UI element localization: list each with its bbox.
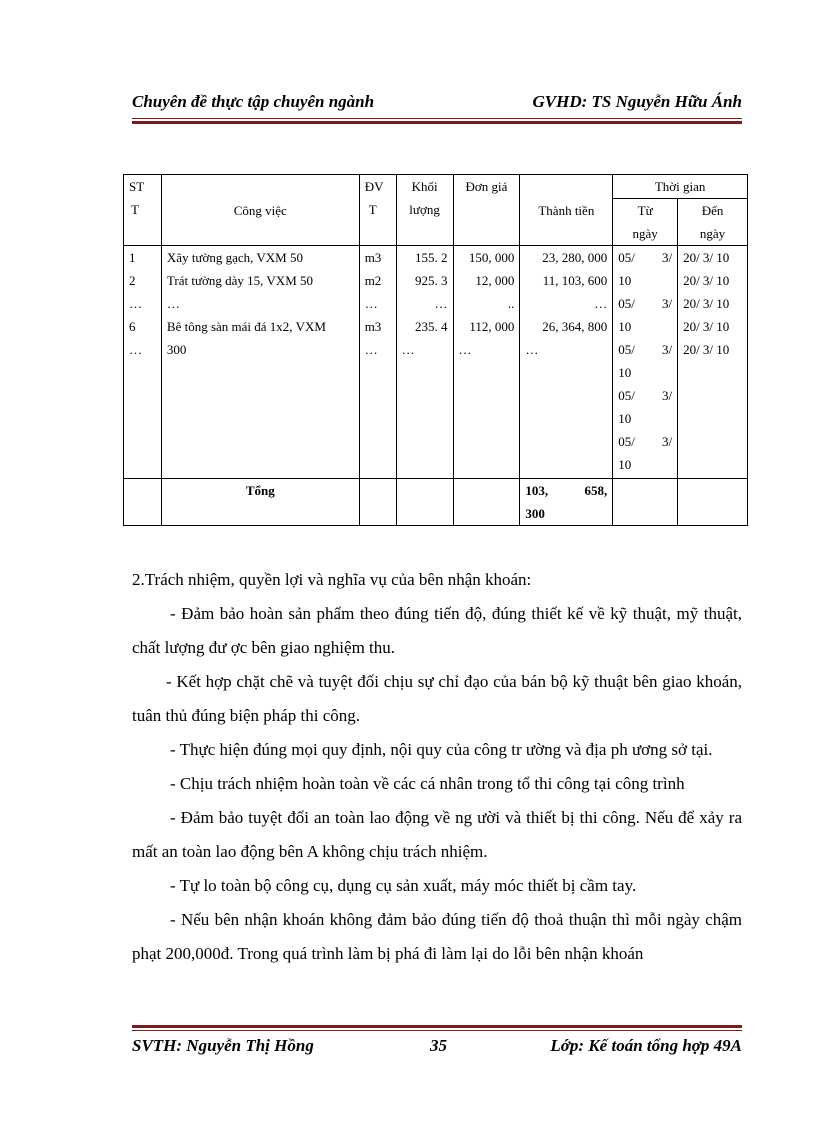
khoi-luong-item: … bbox=[434, 296, 448, 311]
thanh-tien-item: 11, 103, 600 bbox=[542, 273, 608, 288]
header-dvt-line1: ĐV bbox=[364, 179, 384, 194]
header-stt-line1: ST bbox=[129, 179, 145, 194]
header-khoi-line2: lượng bbox=[409, 202, 440, 217]
work-table bbox=[123, 174, 748, 526]
tu-ngay-item bbox=[618, 361, 672, 384]
dvt-item: m3 bbox=[364, 250, 382, 265]
total-value bbox=[520, 479, 613, 526]
khoi-luong-item: 925. 3 bbox=[415, 273, 448, 288]
cell-den-ngay bbox=[678, 246, 748, 479]
tu-ngay-part: 3/ bbox=[661, 434, 673, 449]
tu-ngay-part: 3/ bbox=[661, 342, 673, 357]
header-khoi-line1: Khối bbox=[411, 179, 438, 194]
stt-item: 1 bbox=[129, 250, 136, 265]
don-gia-item: 12, 000 bbox=[475, 273, 515, 288]
tu-ngay-part: 3/ bbox=[661, 388, 673, 403]
cell-thanh-tien bbox=[520, 246, 613, 479]
cell-don-gia bbox=[453, 246, 520, 479]
header-dvt-line2: T bbox=[368, 202, 377, 217]
total-cell-den bbox=[678, 479, 748, 526]
tu-ngay-item bbox=[618, 269, 672, 292]
total-value-line2: 300 bbox=[525, 506, 545, 521]
paragraph: - Thực hiện đúng mọi quy định, nội quy của công tr ường và địa ph ương sở tại. bbox=[170, 740, 713, 759]
paragraph: - Nếu bên nhận khoán không đảm bảo đúng tiến độ thoả thuận thì mỗi ngày chậm phạt 200,000đ. Trong quá trình làm bị phá đi làm lại do lỗi bên nhận khoán bbox=[132, 910, 742, 963]
total-cell-khoi bbox=[396, 479, 453, 526]
table-header-row-1 bbox=[124, 175, 748, 199]
total-part: 103, bbox=[525, 483, 549, 498]
page-footer bbox=[132, 1036, 742, 1060]
footer-class: Lớp: Kế toán tổng hợp 49A bbox=[550, 1036, 742, 1055]
page-header bbox=[132, 92, 742, 116]
tu-ngay-part: 10 bbox=[618, 365, 632, 380]
tu-ngay-part: 05/ bbox=[618, 296, 635, 311]
tu-ngay-part: 10 bbox=[618, 411, 632, 426]
paragraph: - Tự lo toàn bộ công cụ, dụng cụ sản xuất, máy móc thiết bị cầm tay. bbox=[170, 876, 637, 895]
total-cell-don-gia bbox=[453, 479, 520, 526]
tu-ngay-item bbox=[618, 384, 672, 407]
cong-viec-item: Trát tường dày 15, VXM 50 bbox=[166, 273, 314, 288]
header-rule-thick bbox=[132, 121, 742, 124]
cong-viec-item: … bbox=[166, 296, 180, 311]
thanh-tien-item: 26, 364, 800 bbox=[542, 319, 608, 334]
cong-viec-item: Xây tường gạch, VXM 50 bbox=[166, 250, 303, 265]
tu-ngay-item bbox=[618, 407, 672, 430]
header-den-line1: Đến bbox=[701, 203, 724, 218]
den-ngay-item: 20/ 3/ 10 bbox=[683, 342, 730, 357]
cell-khoi-luong bbox=[396, 246, 453, 479]
header-tu-line2: ngày bbox=[632, 226, 658, 241]
tu-ngay-part: 10 bbox=[618, 457, 632, 472]
dvt-item: m2 bbox=[364, 273, 382, 288]
den-ngay-item: 20/ 3/ 10 bbox=[683, 296, 730, 311]
footer-student: SVTH: Nguyễn Thị Hồng bbox=[132, 1036, 314, 1055]
don-gia-item: .. bbox=[507, 296, 515, 311]
header-don-gia: Đơn giá bbox=[453, 175, 520, 246]
header-supervisor: GVHD: TS Nguyễn Hữu Ánh bbox=[532, 92, 742, 111]
don-gia-item: 112, 000 bbox=[469, 319, 515, 334]
paragraph: - Kết hợp chặt chẽ và tuyệt đối chịu sự chỉ đạo của bán bộ kỹ thuật bên giao khoán, tuân thủ đúng biện pháp thi công. bbox=[132, 672, 742, 725]
dvt-item: … bbox=[364, 342, 378, 357]
header-stt bbox=[124, 175, 162, 246]
cong-viec-item: Bê tông sàn mái đá 1x2, VXM bbox=[166, 319, 326, 334]
tu-ngay-part: 05/ bbox=[618, 388, 635, 403]
header-den-line2: ngày bbox=[699, 226, 726, 241]
stt-item: 6 bbox=[129, 319, 136, 334]
header-thoi-gian: Thời gian bbox=[613, 175, 748, 199]
cell-cong-viec bbox=[161, 246, 359, 479]
cell-tu-ngay bbox=[613, 246, 678, 479]
thanh-tien-item: … bbox=[594, 296, 608, 311]
den-ngay-item: 20/ 3/ 10 bbox=[683, 319, 730, 334]
thanh-tien-item: 23, 280, 000 bbox=[542, 250, 608, 265]
thanh-tien-item: … bbox=[525, 342, 539, 357]
total-part: 658, bbox=[584, 483, 608, 498]
page-number: 35 bbox=[430, 1036, 447, 1055]
header-thanh-tien: Thành tiền bbox=[520, 175, 613, 246]
paragraph: - Chịu trách nhiệm hoàn toàn về các cá nhân trong tổ thi công tại công trình bbox=[170, 774, 685, 793]
total-cell-stt bbox=[124, 479, 162, 526]
header-khoi-luong bbox=[396, 175, 453, 246]
header-stt-line2: T bbox=[131, 202, 139, 217]
cell-dvt bbox=[359, 246, 396, 479]
don-gia-item: … bbox=[458, 342, 472, 357]
tu-ngay-item bbox=[618, 315, 672, 338]
section-heading: 2.Trách nhiệm, quyền lợi và nghĩa vụ của bên nhận khoán: bbox=[132, 570, 532, 589]
dvt-item: … bbox=[364, 296, 378, 311]
header-tu-ngay bbox=[613, 199, 678, 246]
header-cong-viec: Công việc bbox=[161, 175, 359, 246]
body-text bbox=[132, 563, 742, 971]
tu-ngay-part: 10 bbox=[618, 319, 632, 334]
total-cell-tu bbox=[613, 479, 678, 526]
header-rule-thin bbox=[132, 118, 742, 119]
header-den-ngay bbox=[678, 199, 748, 246]
khoi-luong-item: … bbox=[401, 342, 415, 357]
tu-ngay-part: 3/ bbox=[661, 296, 673, 311]
khoi-luong-item: 155. 2 bbox=[415, 250, 448, 265]
dvt-item: m3 bbox=[364, 319, 382, 334]
don-gia-item: 150, 000 bbox=[468, 250, 515, 265]
table-row bbox=[124, 246, 748, 479]
den-ngay-item: 20/ 3/ 10 bbox=[683, 273, 730, 288]
footer-rule-thick bbox=[132, 1025, 742, 1028]
tu-ngay-item bbox=[618, 430, 672, 453]
tu-ngay-part: 05/ bbox=[618, 342, 635, 357]
khoi-luong-item: 235. 4 bbox=[415, 319, 448, 334]
footer-rule-thin bbox=[132, 1030, 742, 1031]
paragraph: - Đảm bảo tuyệt đối an toàn lao động về ng ười và thiết bị thi công. Nếu để xảy ra mất an toàn lao động bên A không chịu trách nhiệm. bbox=[132, 808, 742, 861]
cell-stt bbox=[124, 246, 162, 479]
total-label: Tổng bbox=[161, 479, 359, 526]
tu-ngay-item bbox=[618, 453, 672, 476]
stt-item: … bbox=[129, 342, 142, 357]
tu-ngay-item bbox=[618, 338, 672, 361]
table-total-row bbox=[124, 479, 748, 526]
tu-ngay-item bbox=[618, 292, 672, 315]
tu-ngay-part: 05/ bbox=[618, 250, 635, 265]
header-topic: Chuyên đề thực tập chuyên ngành bbox=[132, 92, 375, 111]
cong-viec-item: 300 bbox=[166, 342, 187, 357]
total-value-line1 bbox=[525, 479, 607, 502]
header-dvt bbox=[359, 175, 396, 246]
stt-item: … bbox=[129, 296, 142, 311]
stt-item: 2 bbox=[129, 273, 136, 288]
tu-ngay-part: 10 bbox=[618, 273, 632, 288]
total-cell-dvt bbox=[359, 479, 396, 526]
header-tu-line1: Từ bbox=[637, 203, 653, 218]
tu-ngay-part: 05/ bbox=[618, 434, 635, 449]
paragraph: - Đảm bảo hoàn sản phẩm theo đúng tiến độ, đúng thiết kế về kỹ thuật, mỹ thuật, chất lượng đư ợc bên giao nghiệm thu. bbox=[132, 604, 742, 657]
den-ngay-item: 20/ 3/ 10 bbox=[683, 250, 730, 265]
tu-ngay-part: 3/ bbox=[661, 250, 673, 265]
tu-ngay-item bbox=[618, 246, 672, 269]
